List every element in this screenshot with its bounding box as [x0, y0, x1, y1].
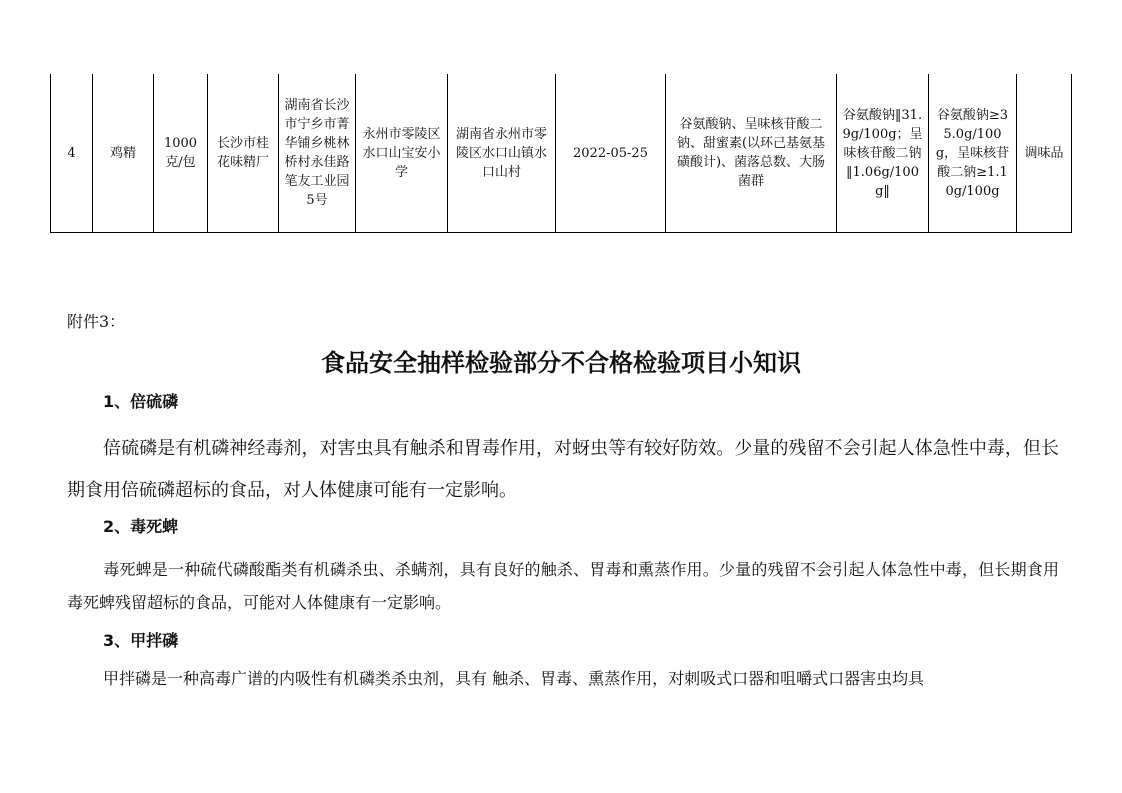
cell-production-date: 2022-05-25	[556, 74, 666, 233]
inspection-results-table	[50, 74, 1072, 233]
section-body: 甲拌磷是一种高毒广谱的内吸性有机磷类杀虫剂，具有 触杀、胃毒、熏蒸作用，对刺吸式口器和咀嚼式口器害虫均具	[103, 669, 925, 688]
table-row	[51, 74, 1072, 233]
cell-spec: 1000克/包	[154, 74, 208, 233]
section-heading: 2、毒死蜱	[103, 517, 179, 536]
cell-sampled-unit-address: 湖南省永州市零陵区水口山镇水口山村	[448, 74, 556, 233]
section-body: 倍硫磷是有机磷神经毒剂，对害虫具有触杀和胃毒作用，对蚜虫等有较好防效。少量的残留不会引起人体急性中毒，但长期食用倍硫磷超标的食品，对人体健康可能有一定影响。	[67, 438, 1059, 501]
cell-product-name: 鸡精	[93, 74, 154, 233]
cell-test-result: 谷氨酸钠‖31.9g/100g；呈味核苷酸二钠‖1.06g/100g‖	[837, 74, 929, 233]
page-title: 食品安全抽样检验部分不合格检验项目小知识	[321, 349, 801, 377]
section-body: 毒死蜱是一种硫代磷酸酯类有机磷杀虫、杀螨剂，具有良好的触杀、胃毒和熏蒸作用。少量的残留不会引起人体急性中毒，但长期食用毒死蜱残留超标的食品，可能对人体健康有一定影响。	[67, 560, 1059, 612]
cell-test-items: 谷氨酸钠、呈味核苷酸二钠、甜蜜素(以环己基氨基磺酸计)、菌落总数、大肠菌群	[666, 74, 837, 233]
cell-manufacturer: 长沙市桂花味精厂	[208, 74, 279, 233]
section-heading: 3、甲拌磷	[103, 631, 179, 650]
cell-manufacturer-address: 湖南省长沙市宁乡市菁华铺乡桃林桥村永佳路笔友工业园5号	[279, 74, 356, 233]
cell-sampled-unit: 永州市零陵区水口山宝安小学	[356, 74, 448, 233]
cell-standard-value: 谷氨酸钠≥35.0g/100g，呈味核苷酸二钠≥1.10g/100g	[929, 74, 1017, 233]
cell-index: 4	[51, 74, 93, 233]
cell-category: 调味品	[1017, 74, 1072, 233]
section-heading: 1、倍硫磷	[103, 392, 179, 411]
annex-label: 附件3：	[67, 312, 126, 331]
